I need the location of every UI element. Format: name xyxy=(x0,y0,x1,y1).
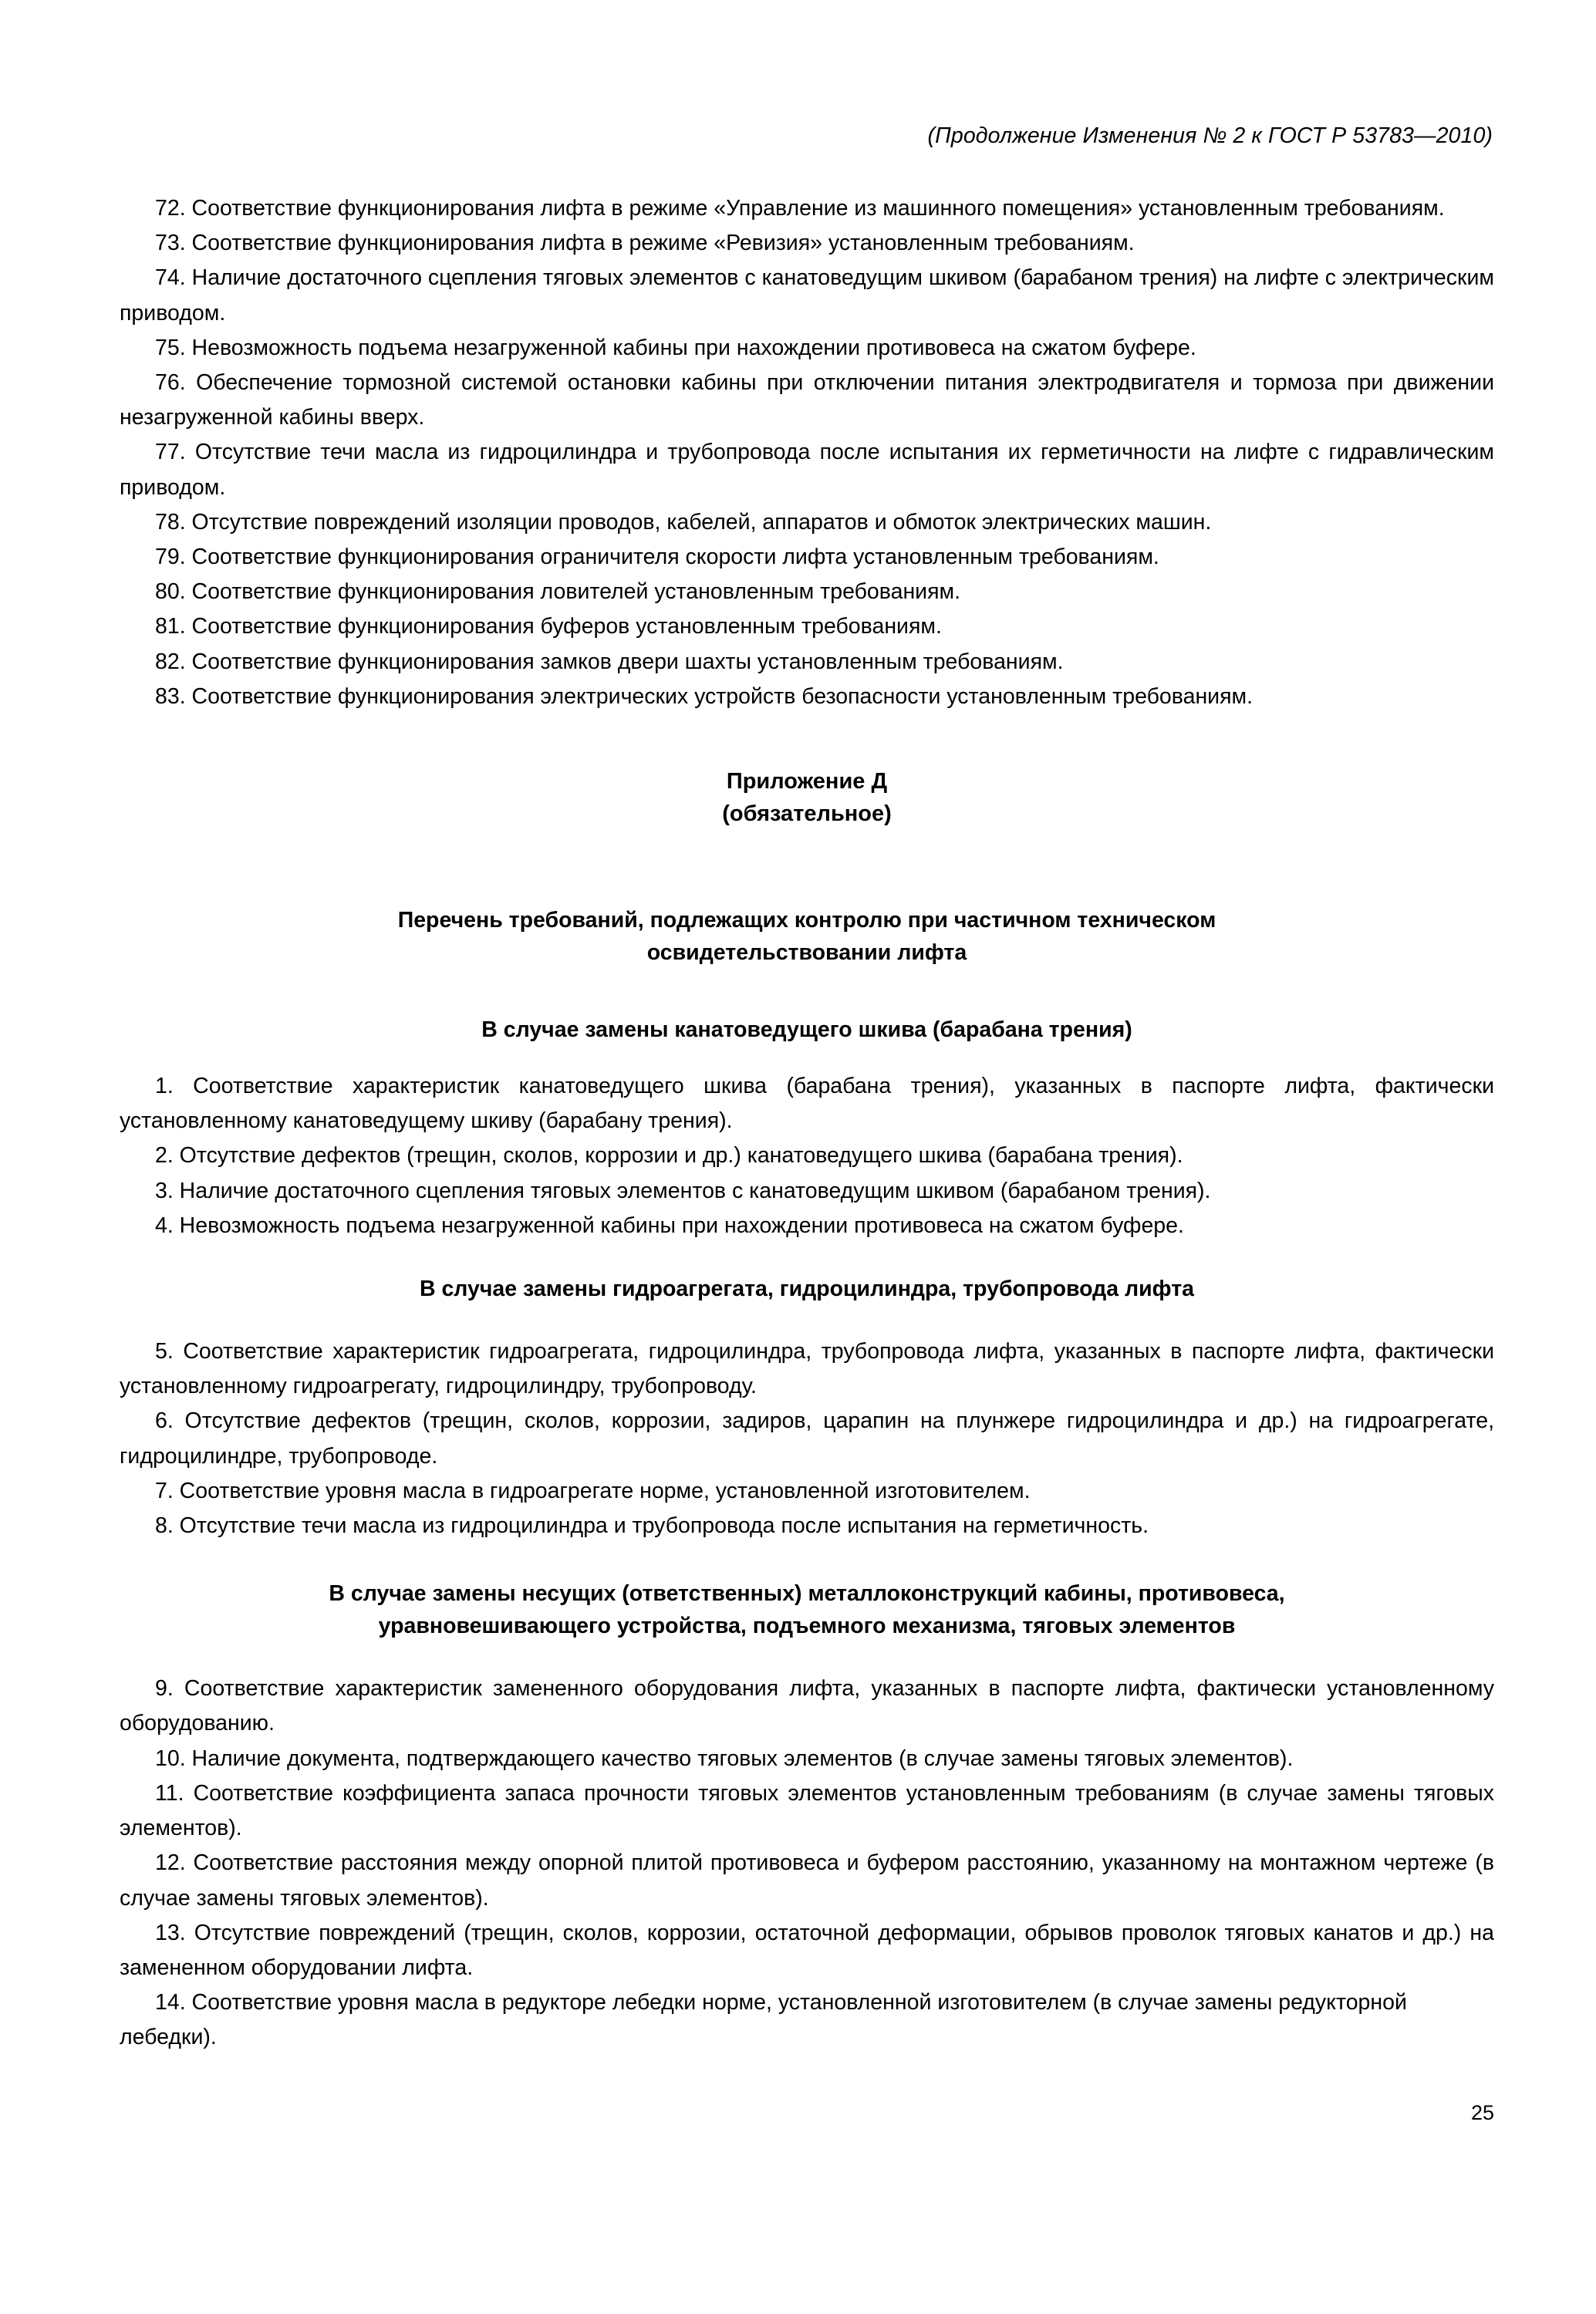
requirement-item-81: 81. Соответствие функционирования буферов установленным требованиям. xyxy=(155,614,942,639)
spacer xyxy=(120,1567,1494,1577)
document-body xyxy=(120,191,1494,2056)
spacer xyxy=(120,1046,1494,1069)
appendix-title-line-2: освидетельствовании лифта xyxy=(646,940,967,966)
requirement-item-2: 2. Отсутствие дефектов (трещин, сколов, коррозии и др.) канатоведущего шкива (барабана трения). xyxy=(155,1143,1183,1169)
running-header: (Продолжение Изменения № 2 к ГОСТ Р 53783—2010) xyxy=(927,123,1493,148)
requirement-item-78: 78. Отсутствие повреждений изоляции проводов, кабелей, аппаратов и обмоток электрических машин. xyxy=(155,509,1212,535)
requirement-item-76: 76. Обеспечение тормозной системой остановки кабины при отключении питания электродвигателя и тормоза при движении незагруженной кабины вверх. xyxy=(120,370,1494,430)
requirement-item-3: 3. Наличие достаточного сцепления тяговых элементов с канатоведущим шкивом (барабаном трения). xyxy=(155,1178,1211,1203)
appendix-title-line-1: Перечень требований, подлежащих контролю при частичном техническом xyxy=(397,908,1216,933)
requirement-item-4: 4. Невозможность подъема незагруженной кабины при нахождении противовеса на сжатом буфере. xyxy=(155,1213,1184,1238)
spacer xyxy=(120,1642,1494,1665)
requirement-item-77: 77. Отсутствие течи масла из гидроцилиндра и трубопровода после испытания их герметичности на лифте с гидравлическим приводом. xyxy=(120,440,1494,500)
requirement-item-7: 7. Соответствие уровня масла в гидроагрегате норме, установленной изготовителем. xyxy=(155,1478,1031,1503)
spacer xyxy=(120,1243,1494,1267)
requirement-item-9: 9. Соответствие характеристик замененного оборудования лифта, указанных в паспорте лифта, фактически установленному оборудованию. xyxy=(120,1676,1494,1736)
requirement-item-12: 12. Соответствие расстояния между опорной плитой противовеса и буфером расстоянию, указанному на монтажном чертеже (в случае замены тяговых элементов). xyxy=(120,1850,1494,1911)
spacer xyxy=(120,969,1494,1007)
requirement-item-75: 75. Невозможность подъема незагруженной кабины при нахождении противовеса на сжатом буфере. xyxy=(155,335,1196,360)
requirement-item-72: 72. Соответствие функционирования лифта в режиме «Управление из машинного помещения» установленным требованиям. xyxy=(155,196,1445,221)
requirement-item-6: 6. Отсутствие дефектов (трещин, сколов, коррозии, задиров, царапин на плунжере гидроцилиндра и др.) на гидроагрегате, гидроцилиндре, трубопроводе. xyxy=(120,1408,1494,1469)
spacer xyxy=(120,1007,1494,1014)
requirement-item-13: 13. Отсутствие повреждений (трещин, сколов, коррозии, остаточной деформации, обрывов проволок тяговых канатов и др.) на замененном оборудовании лифта. xyxy=(120,1920,1494,1980)
spacer xyxy=(120,1267,1494,1273)
subsection-heading-metal-line-2: уравновешивающего устройства, подъемного механизма, тяговых элементов xyxy=(378,1614,1236,1639)
requirement-item-79: 79. Соответствие функционирования ограничителя скорости лифта установленным требованиям. xyxy=(155,545,1159,570)
requirement-item-83: 83. Соответствие функционирования электрических устройств безопасности установленным требованиям. xyxy=(155,683,1254,709)
requirement-item-11: 11. Соответствие коэффициента запаса прочности тяговых элементов установленным требованиям (в случае замены тяговых элементов). xyxy=(120,1780,1494,1841)
requirement-item-10: 10. Наличие документа, подтверждающего качество тяговых элементов (в случае замены тяговых элементов). xyxy=(155,1746,1294,1771)
requirement-item-14: 14. Соответствие уровня масла в редукторе лебедки норме, установленной изготовителем (в случае замены редукторной лебедки). xyxy=(120,1990,1407,2050)
requirement-item-73: 73. Соответствие функционирования лифта в режиме «Ревизия» установленным требованиям. xyxy=(155,231,1135,256)
subsection-heading-metal-line-1: В случае замены несущих (ответственных) металлоконструкций кабины, противовеса, xyxy=(329,1581,1285,1607)
requirement-item-74: 74. Наличие достаточного сцепления тяговых элементов с канатоведущим шкивом (барабаном трения) на лифте с электрическим приводом. xyxy=(120,265,1494,326)
requirement-item-80: 80. Соответствие функционирования ловителей установленным требованиям. xyxy=(155,579,961,605)
subsection-heading-sheave: В случае замены канатоведущего шкива (барабана трения) xyxy=(481,1017,1132,1043)
spacer xyxy=(120,881,1494,904)
appendix-status: (обязательное) xyxy=(722,801,892,827)
appendix-label: Приложение Д xyxy=(726,769,888,794)
spacer xyxy=(120,1305,1494,1328)
spacer xyxy=(120,1665,1494,1671)
subsection-heading-hydro: В случае замены гидроагрегата, гидроцилиндра, трубопровода лифта xyxy=(419,1277,1195,1302)
spacer xyxy=(120,714,1494,765)
spacer xyxy=(120,1543,1494,1567)
requirement-item-8: 8. Отсутствие течи масла из гидроцилиндра и трубопровода после испытания на герметичность. xyxy=(155,1513,1149,1539)
requirement-item-5: 5. Соответствие характеристик гидроагрегата, гидроцилиндра, трубопровода лифта, указанных в паспорте лифта, фактически установленному гидроагрегату, гидроцилиндру, трубопроводу. xyxy=(120,1339,1494,1399)
spacer xyxy=(120,1328,1494,1334)
spacer xyxy=(120,830,1494,881)
requirement-item-1: 1. Соответствие характеристик канатоведущего шкива (барабана трения), указанных в паспорте лифта, фактически установленному канатоведущему шкиву (барабану трения). xyxy=(120,1074,1494,1134)
requirement-item-82: 82. Соответствие функционирования замков двери шахты установленным требованиям. xyxy=(155,649,1064,674)
page-number: 25 xyxy=(1470,2101,1494,2124)
